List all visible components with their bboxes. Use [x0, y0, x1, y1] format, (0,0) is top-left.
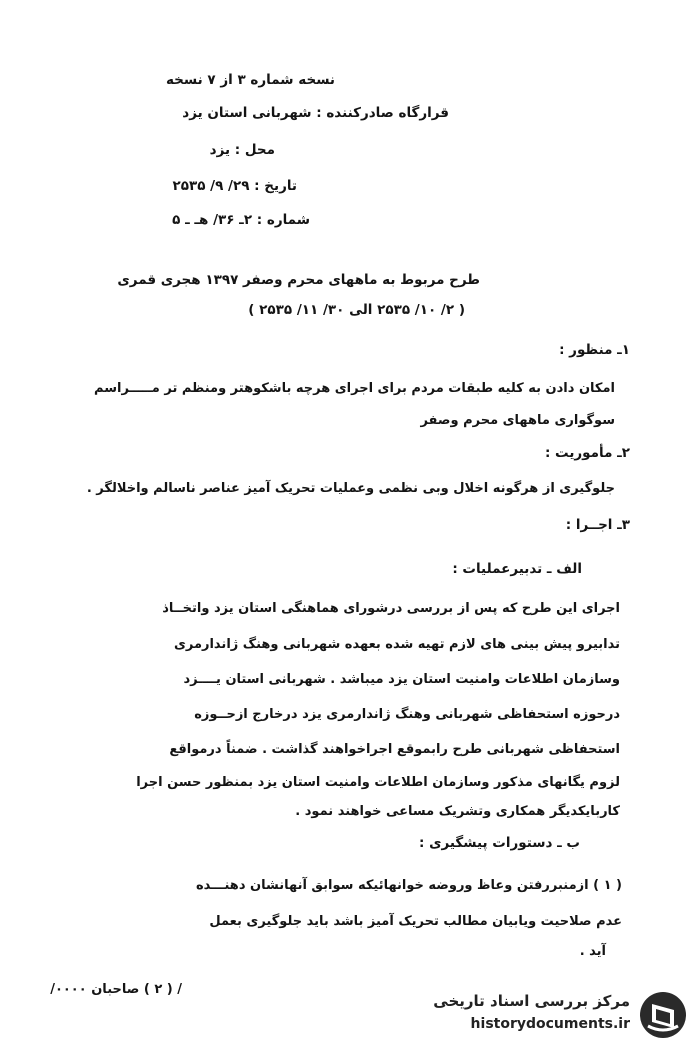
subsection-a-text-4: درحوزه استحفاظی شهربانی وهنگ ژاندارمری یزد درخارج ازحــوزه [194, 707, 620, 722]
watermark-name: مرکز بررسی اسناد تاریخی [433, 992, 630, 1010]
location-line: محل : یزد [209, 142, 275, 158]
copy-number: نسخه شماره ۳ از ۷ نسخه [165, 72, 335, 88]
section-2-text-1: جلوگیری از هرگونه اخلال وبی نظمی وعملیات تحریک آمیز عناصر ناسالم واخلالگر . [86, 481, 615, 496]
document-date-range: ( ۲/ ۱۰/ ۲۵۳۵ الی ۳۰/ ۱۱/ ۲۵۳۵ ) [248, 302, 465, 318]
section-3-heading: ۳ـ اجــرا : [565, 517, 630, 533]
subsection-a-text-7: کاربایکدیگر همکاری وتشریک مساعی خواهند نمود . [295, 804, 620, 819]
issuer-line: قرارگاه صادرکننده : شهربانی استان یزد [182, 105, 449, 121]
date-line: تاریخ : ۲۹/ ۹/ ۲۵۳۵ [172, 178, 297, 194]
subsection-a-text-6: لزوم یگانهای مذکور وسازمان اطلاعات وامنیت استان یزد بمنظور حسن اجرا [136, 775, 620, 790]
watermark-url: historydocuments.ir [470, 1016, 630, 1032]
subsection-a-text-5: استحفاظی شهربانی طرح رابموقع اجراخواهند گذاشت . ضمناً درمواقع [169, 742, 620, 757]
section-2-heading: ۲ـ مأموریت : [544, 445, 630, 461]
subsection-b-text-2: عدم صلاحیت ویابیان مطالب تحریک آمیز باشد باید جلوگیری بعمل [209, 914, 622, 929]
archive-logo-icon [638, 990, 688, 1040]
subsection-b-heading: ب ـ دستورات پیشگیری : [419, 835, 580, 851]
section-1-text-2: سوگواری ماههای محرم وصفر [420, 413, 615, 428]
section-1-text-1: امکان دادن به کلیه طبقات مردم برای اجرای هرچه باشکوهتر ومنظم تر مـــــراسم [94, 381, 615, 396]
subsection-b-text-1: ( ۱ ) ازمنبررفتن وعاظ وروضه خوانهائیکه سوابق آنهانشان دهنـــده [195, 878, 622, 893]
subsection-b-text-3: آید . [579, 944, 606, 959]
subsection-a-text-1: اجرای این طرح که پس از بررسی درشورای هماهنگی استان یزد واتخــاذ [162, 601, 620, 616]
archive-watermark [398, 990, 688, 1040]
subsection-a-heading: الف ـ تدبیرعملیات : [452, 561, 582, 577]
page-continuation: / ( ۲ ) صاحبان ۰۰۰۰/ [50, 982, 182, 997]
subsection-a-text-2: تدابیرو پیش بینی های لازم تهیه شده بعهده شهربانی وهنگ ژاندارمری [173, 637, 620, 652]
document-title: طرح مربوط به ماههای محرم وصفر ۱۳۹۷ هجری قمری [117, 272, 480, 288]
subsection-a-text-3: وسازمان اطلاعات وامنیت استان یزد میباشد . شهربانی استان یــــزد [183, 672, 620, 687]
number-line: شماره : ۲ـ ۳۶/ هـ ـ ۵ [172, 212, 310, 228]
section-1-heading: ۱ـ منظور : [559, 342, 630, 358]
